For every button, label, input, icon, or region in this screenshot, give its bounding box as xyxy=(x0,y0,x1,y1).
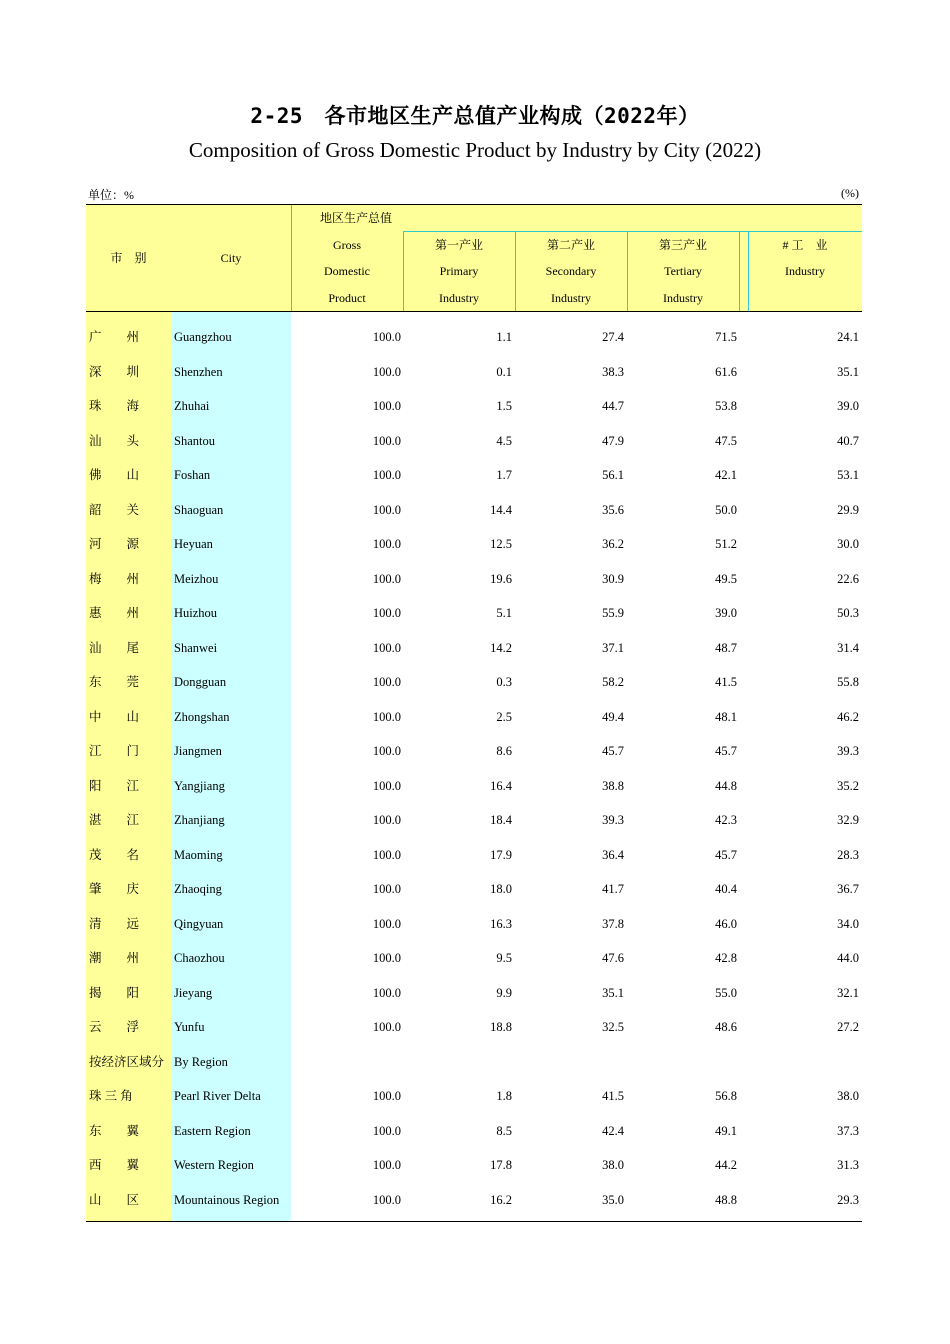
row-tertiary: 56.8 xyxy=(715,1089,737,1103)
row-tertiary: 55.0 xyxy=(715,985,737,1000)
row-primary: 18.0 xyxy=(490,882,512,896)
table-row xyxy=(86,1010,862,1045)
row-primary: 9.5 xyxy=(496,951,512,965)
unit-label-right: (%) xyxy=(841,186,859,200)
row-city-cn: 阳 江 xyxy=(89,778,140,793)
table-row xyxy=(86,562,862,597)
header-gdp-en-2: Domestic xyxy=(324,264,370,278)
row-gdp: 100.0 xyxy=(372,813,401,827)
row-city-cn: 东 翼 xyxy=(89,1123,140,1138)
header-primary-en-1: Primary xyxy=(439,264,479,278)
row-industry: 32.1 xyxy=(837,985,859,1000)
row-primary: 16.3 xyxy=(490,916,512,931)
header-industry-en: Industry xyxy=(785,264,825,278)
row-primary: 12.5 xyxy=(490,537,512,551)
table-row xyxy=(86,355,862,390)
table-row xyxy=(86,1114,862,1149)
row-industry: 46.2 xyxy=(837,709,859,724)
table-row xyxy=(86,872,862,907)
row-secondary: 41.5 xyxy=(602,1089,624,1103)
row-secondary: 58.2 xyxy=(602,675,624,689)
row-city-en: Zhongshan xyxy=(174,709,230,724)
row-gdp: 100.0 xyxy=(372,951,401,965)
row-industry: 29.3 xyxy=(837,1192,859,1207)
header-tertiary-cn: 第三产业 xyxy=(658,238,707,252)
row-secondary: 38.3 xyxy=(602,364,624,379)
header-primary-en-2: Industry xyxy=(439,291,479,305)
row-industry: 39.3 xyxy=(837,744,859,758)
row-primary: 4.5 xyxy=(496,433,512,448)
header-secondary-cn: 第二产业 xyxy=(546,238,595,252)
row-gdp: 100.0 xyxy=(372,778,401,793)
row-city-cn: 湛 江 xyxy=(89,813,140,827)
table-row xyxy=(86,665,862,700)
row-city-en: Meizhou xyxy=(174,571,219,586)
row-industry: 35.1 xyxy=(837,364,859,379)
data-table xyxy=(86,204,862,1222)
row-gdp: 100.0 xyxy=(372,571,401,586)
header-industry-cn: # 工 业 xyxy=(782,238,828,252)
row-gdp: 100.0 xyxy=(372,364,401,379)
row-city-cn: 广 州 xyxy=(89,330,140,344)
row-gdp: 100.0 xyxy=(372,1158,401,1172)
page-title-cn: 2-25 各市地区生产总值产业构成（2022年） xyxy=(250,104,700,128)
row-primary: 16.2 xyxy=(490,1192,512,1207)
row-city-cn: 佛 山 xyxy=(89,468,140,482)
header-secondary-en-1: Secondary xyxy=(545,264,597,278)
row-secondary: 39.3 xyxy=(602,813,624,827)
header-city-cn: 市 别 xyxy=(110,251,147,265)
row-secondary: 30.9 xyxy=(602,571,624,586)
row-city-cn: 肇 庆 xyxy=(89,882,140,896)
table-row xyxy=(86,596,862,631)
row-gdp: 100.0 xyxy=(372,640,401,655)
row-city-en: Yunfu xyxy=(174,1020,205,1034)
row-primary: 19.6 xyxy=(490,571,512,586)
row-tertiary: 48.1 xyxy=(715,709,737,724)
row-city-en: Pearl River Delta xyxy=(174,1089,261,1103)
row-industry: 28.3 xyxy=(837,847,859,862)
table-row xyxy=(86,424,862,459)
header-city-en: City xyxy=(220,251,242,265)
row-city-en: Jiangmen xyxy=(174,744,222,758)
row-city-cn: 汕 尾 xyxy=(89,640,140,655)
row-primary: 1.1 xyxy=(496,330,512,344)
row-gdp: 100.0 xyxy=(372,675,401,689)
page-title-en: Composition of Gross Domestic Product by Industry by City (2022) xyxy=(188,138,762,162)
row-industry: 22.6 xyxy=(837,571,859,586)
row-primary: 5.1 xyxy=(496,606,512,620)
table-row xyxy=(86,1183,862,1218)
row-industry: 24.1 xyxy=(837,330,859,344)
row-secondary: 35.0 xyxy=(602,1192,624,1207)
row-primary: 0.3 xyxy=(496,675,512,689)
row-city-cn: 韶 关 xyxy=(89,502,140,517)
row-tertiary: 51.2 xyxy=(715,537,737,551)
row-city-cn: 江 门 xyxy=(89,744,140,758)
row-secondary: 42.4 xyxy=(602,1123,624,1138)
row-industry: 40.7 xyxy=(837,433,859,448)
table-row xyxy=(86,631,862,666)
row-industry: 32.9 xyxy=(837,813,859,827)
row-city-en: Maoming xyxy=(174,847,223,862)
row-gdp: 100.0 xyxy=(372,399,401,413)
table-body xyxy=(86,312,862,1222)
row-tertiary: 44.2 xyxy=(715,1158,737,1172)
row-primary: 17.9 xyxy=(490,847,512,862)
table-row xyxy=(86,1148,862,1183)
row-city-cn: 珠 三 角 xyxy=(89,1089,133,1103)
row-primary: 16.4 xyxy=(490,778,512,793)
row-gdp: 100.0 xyxy=(372,882,401,896)
row-industry: 50.3 xyxy=(837,606,859,620)
table-row xyxy=(86,941,862,976)
row-city-en: Foshan xyxy=(174,468,211,482)
row-tertiary: 53.8 xyxy=(715,399,737,413)
row-gdp: 100.0 xyxy=(372,537,401,551)
row-secondary: 27.4 xyxy=(602,330,624,344)
row-industry: 44.0 xyxy=(837,951,859,965)
row-primary: 1.7 xyxy=(496,468,512,482)
row-industry: 34.0 xyxy=(837,916,859,931)
table-row xyxy=(86,838,862,873)
row-secondary: 44.7 xyxy=(602,399,624,413)
row-city-cn: 揭 阳 xyxy=(89,985,140,1000)
row-tertiary: 47.5 xyxy=(715,433,737,448)
row-industry: 27.2 xyxy=(837,1020,859,1034)
row-secondary: 55.9 xyxy=(602,606,624,620)
row-secondary: 56.1 xyxy=(602,468,624,482)
row-primary: 9.9 xyxy=(496,985,512,1000)
row-city-cn: 中 山 xyxy=(89,709,140,724)
row-city-en: Zhaoqing xyxy=(174,882,222,896)
table-row xyxy=(86,803,862,838)
row-secondary: 35.1 xyxy=(602,985,624,1000)
row-secondary: 41.7 xyxy=(602,882,624,896)
row-city-en: Zhuhai xyxy=(174,399,210,413)
row-tertiary: 44.8 xyxy=(715,778,737,793)
row-city-cn: 清 远 xyxy=(89,916,140,931)
row-tertiary: 46.0 xyxy=(715,916,737,931)
row-tertiary: 48.8 xyxy=(715,1192,737,1207)
row-city-cn: 河 源 xyxy=(89,537,140,551)
header-primary-cn: 第一产业 xyxy=(434,238,483,252)
row-gdp: 100.0 xyxy=(372,1123,401,1138)
row-city-en: Heyuan xyxy=(174,537,213,551)
row-gdp: 100.0 xyxy=(372,1192,401,1207)
row-primary: 0.1 xyxy=(496,364,512,379)
row-secondary: 49.4 xyxy=(602,709,624,724)
row-city-en: Dongguan xyxy=(174,675,227,689)
row-industry: 35.2 xyxy=(837,778,859,793)
row-industry: 53.1 xyxy=(837,468,859,482)
row-gdp: 100.0 xyxy=(372,1020,401,1034)
row-city-cn: 山 区 xyxy=(89,1192,140,1207)
row-gdp: 100.0 xyxy=(372,502,401,517)
header-gdp-en-1: Gross xyxy=(332,238,361,252)
row-tertiary: 50.0 xyxy=(715,502,737,517)
row-city-en: Shenzhen xyxy=(174,364,223,379)
row-city-en: Huizhou xyxy=(174,606,218,620)
row-secondary: 35.6 xyxy=(602,502,624,517)
row-city-en: Shanwei xyxy=(174,640,218,655)
row-city-en: Eastern Region xyxy=(174,1123,251,1138)
row-tertiary: 71.5 xyxy=(715,330,737,344)
table-row xyxy=(86,389,862,424)
row-city-en: Yangjiang xyxy=(174,778,225,793)
row-primary: 18.8 xyxy=(490,1020,512,1034)
unit-label: 单位：% xyxy=(88,188,134,202)
row-tertiary: 61.6 xyxy=(715,364,737,379)
row-tertiary: 49.5 xyxy=(715,571,737,586)
row-city-cn: 珠 海 xyxy=(89,399,140,413)
row-city-cn: 云 浮 xyxy=(89,1020,140,1034)
row-tertiary: 39.0 xyxy=(715,606,737,620)
row-secondary: 38.0 xyxy=(602,1158,624,1172)
row-industry: 37.3 xyxy=(837,1123,859,1138)
row-primary: 1.8 xyxy=(496,1089,512,1103)
table-row xyxy=(86,493,862,528)
table-row xyxy=(86,734,862,769)
row-secondary: 37.8 xyxy=(602,916,624,931)
row-primary: 1.5 xyxy=(496,399,512,413)
row-secondary: 38.8 xyxy=(602,778,624,793)
row-city-cn: 惠 州 xyxy=(89,606,140,620)
row-city-en: Guangzhou xyxy=(174,330,232,344)
row-secondary: 47.9 xyxy=(602,433,624,448)
row-tertiary: 42.1 xyxy=(715,468,737,482)
table-row xyxy=(86,700,862,735)
row-tertiary: 45.7 xyxy=(715,847,737,862)
row-industry: 30.0 xyxy=(837,537,859,551)
row-primary: 17.8 xyxy=(490,1158,512,1172)
row-industry: 55.8 xyxy=(837,675,859,689)
row-city-cn: 东 莞 xyxy=(89,675,140,689)
row-tertiary: 42.8 xyxy=(715,951,737,965)
row-city-en: Qingyuan xyxy=(174,916,224,931)
row-tertiary: 42.3 xyxy=(715,813,737,827)
row-industry: 38.0 xyxy=(837,1089,859,1103)
row-city-en: Shantou xyxy=(174,433,215,448)
header-gdp-group: 地区生产总值 xyxy=(319,211,392,225)
row-gdp: 100.0 xyxy=(372,744,401,758)
row-city-en: By Region xyxy=(174,1054,228,1069)
table-row xyxy=(86,907,862,942)
table-header xyxy=(86,204,862,312)
row-secondary: 36.4 xyxy=(602,847,624,862)
row-primary: 14.2 xyxy=(490,640,512,655)
row-primary: 2.5 xyxy=(496,709,512,724)
row-industry: 31.3 xyxy=(837,1158,859,1172)
table-row xyxy=(86,458,862,493)
row-secondary: 47.6 xyxy=(602,951,624,965)
table-row xyxy=(86,769,862,804)
row-tertiary: 48.6 xyxy=(715,1020,737,1034)
row-gdp: 100.0 xyxy=(372,606,401,620)
row-tertiary: 41.5 xyxy=(715,675,737,689)
header-tertiary-en-1: Tertiary xyxy=(664,264,702,278)
row-city-en: Jieyang xyxy=(174,985,213,1000)
row-city-en: Chaozhou xyxy=(174,951,225,965)
row-city-en: Mountainous Region xyxy=(174,1192,280,1207)
row-industry: 31.4 xyxy=(837,640,859,655)
table-row xyxy=(86,320,862,355)
row-gdp: 100.0 xyxy=(372,468,401,482)
row-city-cn: 西 翼 xyxy=(89,1158,140,1172)
table-row xyxy=(86,1079,862,1114)
row-gdp: 100.0 xyxy=(372,330,401,344)
row-primary: 8.5 xyxy=(496,1123,512,1138)
row-city-en: Western Region xyxy=(174,1158,254,1172)
row-tertiary: 48.7 xyxy=(715,640,737,655)
row-city-cn: 潮 州 xyxy=(89,951,140,965)
row-tertiary: 45.7 xyxy=(715,744,737,758)
row-city-cn: 深 圳 xyxy=(89,364,140,379)
row-city-cn: 汕 头 xyxy=(89,433,140,448)
row-gdp: 100.0 xyxy=(372,985,401,1000)
row-tertiary: 49.1 xyxy=(715,1123,737,1138)
row-city-cn: 按经济区域分 xyxy=(89,1054,165,1069)
row-primary: 14.4 xyxy=(490,502,512,517)
row-industry: 36.7 xyxy=(837,882,859,896)
table-row xyxy=(86,976,862,1011)
row-gdp: 100.0 xyxy=(372,1089,401,1103)
row-tertiary: 40.4 xyxy=(715,882,737,896)
row-gdp: 100.0 xyxy=(372,847,401,862)
row-gdp: 100.0 xyxy=(372,709,401,724)
row-industry: 29.9 xyxy=(837,502,859,517)
row-gdp: 100.0 xyxy=(372,433,401,448)
row-secondary: 32.5 xyxy=(602,1020,624,1034)
row-city-cn: 茂 名 xyxy=(89,847,140,862)
header-secondary-en-2: Industry xyxy=(551,291,591,305)
row-primary: 8.6 xyxy=(496,744,512,758)
table-row xyxy=(86,1045,862,1080)
header-tertiary-en-2: Industry xyxy=(663,291,703,305)
row-city-en: Zhanjiang xyxy=(174,813,225,827)
row-city-cn: 梅 州 xyxy=(89,571,140,586)
table-row xyxy=(86,527,862,562)
row-city-en: Shaoguan xyxy=(174,502,224,517)
row-secondary: 45.7 xyxy=(602,744,624,758)
row-industry: 39.0 xyxy=(837,399,859,413)
row-secondary: 36.2 xyxy=(602,537,624,551)
header-gdp-en-3: Product xyxy=(328,291,366,305)
row-primary: 18.4 xyxy=(490,813,512,827)
row-gdp: 100.0 xyxy=(372,916,401,931)
row-secondary: 37.1 xyxy=(602,640,624,655)
